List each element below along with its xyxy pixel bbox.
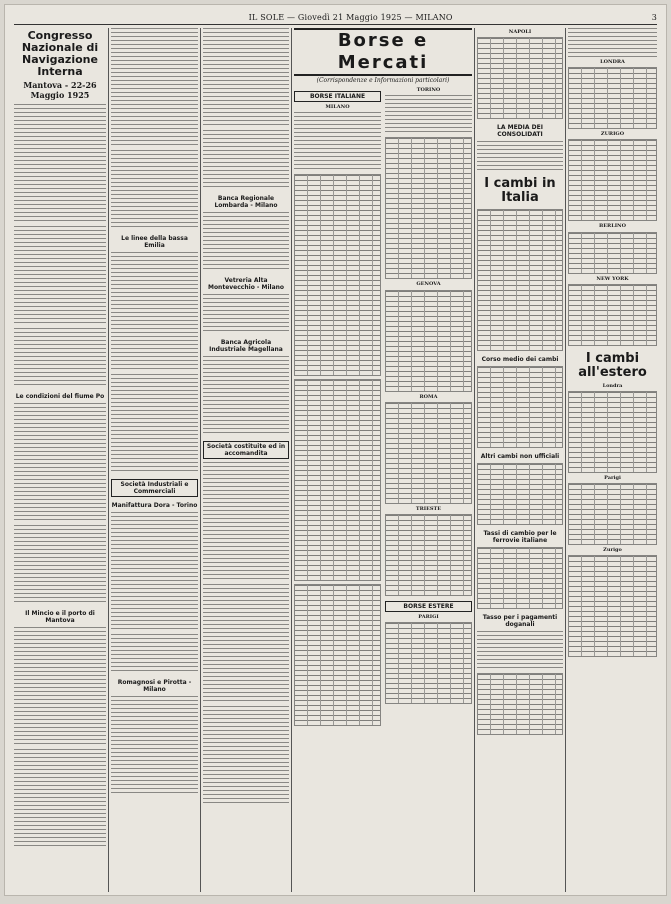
- article-body: [14, 749, 106, 849]
- city-label: ROMA: [419, 393, 438, 400]
- article-body: [203, 462, 289, 582]
- city-label: BERLINO: [599, 223, 626, 230]
- article-body: [477, 631, 563, 671]
- article-body: [568, 28, 657, 58]
- column-7: [568, 28, 657, 892]
- article-body: [14, 104, 106, 224]
- section-heading: Società Industriali e Commerciali: [111, 479, 198, 497]
- section-heading: Le condizioni del fiume Po: [15, 393, 105, 400]
- stock-table: [385, 402, 472, 504]
- section-heading: Società costituite ed in accomandita: [203, 441, 289, 459]
- newspaper-page: [4, 4, 667, 896]
- section-heading: BORSE ITALIANE: [294, 91, 381, 102]
- masthead-center: IL SOLE — Giovedì 21 Maggio 1925 — MILANO: [248, 12, 453, 22]
- section-heading: Romagnosi e Pirotta - Milano: [117, 679, 192, 693]
- article-body: [14, 403, 106, 523]
- column-6: [477, 28, 563, 892]
- section-heading: Tasso per i pagamenti doganali: [482, 614, 558, 629]
- article-body: [111, 252, 198, 372]
- section-heading: Banca Agricola Industriale Magellana: [209, 339, 283, 353]
- stock-table: [385, 290, 472, 392]
- city-label: TORINO: [416, 87, 441, 94]
- section-heading: Manifattura Dora - Torino: [111, 502, 198, 509]
- exchange-table: [477, 547, 563, 609]
- column-rule: [108, 28, 109, 892]
- borse-section: [294, 28, 472, 892]
- city-label: LONDRA: [600, 59, 625, 65]
- column-3: [203, 28, 289, 892]
- section-heading: LA MEDIA DEI CONSOLIDATI: [497, 124, 543, 139]
- column-rule: [565, 28, 566, 892]
- city-label: Zurigo: [603, 547, 622, 554]
- article-body: [14, 525, 106, 605]
- exchange-table: [477, 209, 563, 351]
- section-banner: Borse e Mercati: [294, 28, 472, 76]
- market-report: [385, 95, 472, 135]
- exchange-table: [568, 483, 657, 545]
- section-heading: Banca Regionale Lombarda - Milano: [214, 195, 278, 209]
- section-heading: Il Mincio e il porto di Mantova: [25, 610, 95, 624]
- stock-table: [477, 37, 563, 119]
- article-body: [111, 150, 198, 230]
- stock-table: [294, 174, 381, 376]
- section-heading: Altri cambi non ufficiali: [480, 453, 560, 461]
- city-label: NEW YORK: [596, 275, 629, 282]
- section-heading: Vetreria Alta Montevecchio - Milano: [207, 277, 285, 291]
- city-label: GENOVA: [416, 281, 441, 288]
- exchange-table: [568, 284, 657, 346]
- article-body: [203, 706, 289, 806]
- column-rule: [474, 28, 475, 892]
- article-body: [14, 226, 106, 326]
- column-rule: [291, 28, 292, 892]
- exchange-table: [568, 555, 657, 657]
- city-label: NAPOLI: [508, 29, 532, 35]
- column-2: [111, 28, 198, 892]
- exchange-table: [568, 391, 657, 473]
- borse-left: [294, 86, 381, 729]
- article-body: [111, 512, 198, 632]
- stock-table: [294, 584, 381, 726]
- city-label: MILANO: [325, 104, 350, 111]
- exchange-table: [568, 232, 657, 274]
- city-label: Londra: [602, 382, 623, 389]
- section-heading: I cambi in Italia: [484, 176, 556, 206]
- borse-columns: [294, 86, 472, 729]
- exchange-table: [477, 673, 563, 735]
- exchange-table: [568, 67, 657, 129]
- article-body: [203, 28, 289, 128]
- article-body: [203, 294, 289, 334]
- section-heading: BORSE ESTERE: [385, 601, 472, 612]
- city-label: Parigi: [604, 475, 621, 482]
- article-subtitle: Mantova - 22-26 Maggio 1925: [23, 80, 97, 100]
- article-body: [203, 212, 289, 272]
- borse-right: [385, 86, 472, 729]
- section-heading: Tassi di cambio per le ferrovie italiane: [483, 530, 557, 545]
- city-label: ZURIGO: [600, 131, 625, 138]
- stock-table: [385, 514, 472, 596]
- column-1: [14, 28, 106, 892]
- section-heading: Le linee della bassa Emilia: [121, 235, 188, 249]
- section-heading: Corso medio dei cambi: [481, 356, 559, 364]
- article-body: [477, 141, 563, 171]
- article-body: [14, 627, 106, 747]
- page-number: 3: [651, 12, 657, 22]
- market-report: [294, 112, 381, 172]
- stock-table: [294, 379, 381, 581]
- city-label: PARIGI: [418, 614, 439, 621]
- column-rule: [200, 28, 201, 892]
- city-label: TRIESTE: [415, 505, 442, 512]
- exchange-table: [477, 463, 563, 525]
- section-heading: I cambi all'estero: [578, 350, 647, 380]
- article-body: [111, 374, 198, 474]
- article-body: [203, 584, 289, 704]
- stock-table: [385, 137, 472, 279]
- article-body: [111, 634, 198, 674]
- section-subtitle: (Corrispondenze e Informazioni particolari): [316, 77, 450, 84]
- stock-table: [385, 622, 472, 704]
- article-body: [14, 328, 106, 388]
- masthead: [14, 10, 657, 25]
- article-body: [203, 130, 289, 190]
- exchange-table: [568, 139, 657, 221]
- article-body: [111, 28, 198, 148]
- article-body: [111, 696, 198, 796]
- exchange-table: [477, 366, 563, 448]
- article-body: [203, 356, 289, 436]
- article-title: Congresso Nazionale di Navigazione Interna: [21, 29, 99, 78]
